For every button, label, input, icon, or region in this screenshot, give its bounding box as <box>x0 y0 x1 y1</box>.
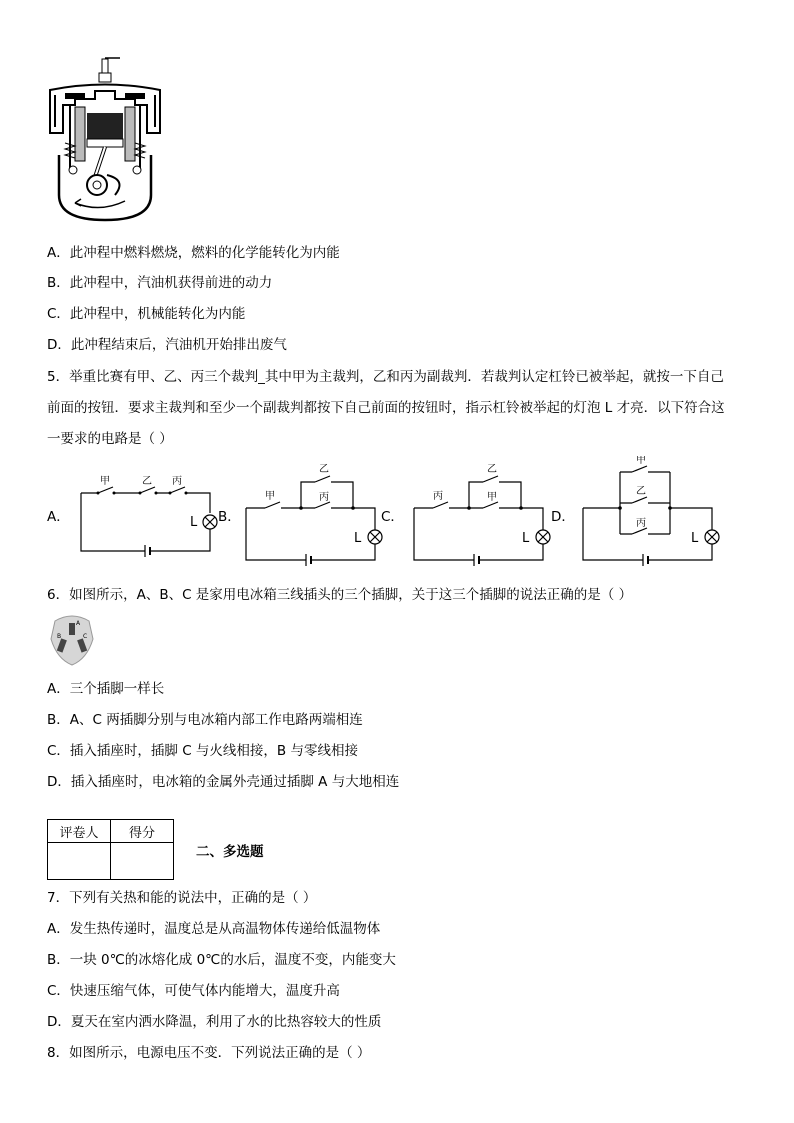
section-title-multi-choice: 二、多选题 <box>196 844 264 860</box>
q5-label-d: D． <box>551 509 575 525</box>
q7-option-a: A．发生热传递时，温度总是从高温物体传递给低温物体 <box>47 921 381 937</box>
q4-option-d: D．此冲程结束后，汽油机开始排出废气 <box>47 337 287 353</box>
switch-bing-label: 丙 <box>319 492 329 503</box>
q6-option-d: D．插入插座时，电冰箱的金属外壳通过插脚 A 与大地相连 <box>47 774 400 790</box>
switch-yi-label: 乙 <box>319 464 329 475</box>
lamp-label: L <box>522 531 530 546</box>
pin-a-label: A <box>76 620 81 627</box>
switch-yi-label: 乙 <box>487 464 497 475</box>
q5-label-a: A． <box>47 509 70 525</box>
q4-option-b: B．此冲程中，汽油机获得前进的动力 <box>47 275 273 291</box>
circuit-a <box>78 472 223 558</box>
lamp-label: L <box>691 531 699 546</box>
switch-jia-label: 甲 <box>265 491 275 502</box>
q7-option-b: B．一块 0℃的冰熔化成 0℃的水后，温度不变，内能变大 <box>47 952 396 968</box>
score-cell-score <box>111 843 174 880</box>
engine-diagram <box>45 55 175 223</box>
q5-label-b: B． <box>218 509 241 525</box>
switch-bing-label: 丙 <box>172 476 182 487</box>
q6-option-b: B．A、C 两插脚分别与电冰箱内部工作电路两端相连 <box>47 712 363 728</box>
score-cell-reviewer <box>48 843 111 880</box>
q5-stem-line3: 一要求的电路是（ ） <box>47 431 173 447</box>
q5-stem-line1: 5．举重比赛有甲、乙、丙三个裁判_其中甲为主裁判，乙和丙为副裁判．若裁判认定杠铃已被举起，就按一下自己 <box>47 369 724 385</box>
switch-jia-label: 甲 <box>100 476 110 487</box>
q7-option-d: D．夏天在室内洒水降温，利用了水的比热容较大的性质 <box>47 1014 382 1030</box>
switch-yi-label: 乙 <box>636 486 646 497</box>
score-table <box>47 819 174 880</box>
plug-image <box>47 611 97 667</box>
q7-option-c: C．快速压缩气体，可使气体内能增大，温度升高 <box>47 983 340 999</box>
switch-bing-label: 丙 <box>636 518 646 529</box>
q4-option-c: C．此冲程中，机械能转化为内能 <box>47 306 246 322</box>
lamp-label: L <box>190 515 198 530</box>
switch-jia-label: 甲 <box>636 456 646 466</box>
q6-option-c: C．插入插座时，插脚 C 与火线相接，B 与零线相接 <box>47 743 358 759</box>
switch-bing-label: 丙 <box>433 491 443 502</box>
q8-stem: 8．如图所示，电源电压不变．下列说法正确的是（ ） <box>47 1045 371 1061</box>
q6-stem: 6．如图所示，A、B、C 是家用电冰箱三线插头的三个插脚，关于这三个插脚的说法正确的是（ ） <box>47 587 633 603</box>
circuit-d <box>580 456 725 568</box>
switch-jia-label: 甲 <box>487 492 497 503</box>
pin-c-label: C <box>83 633 88 640</box>
score-header-score: 得分 <box>111 820 174 843</box>
circuit-c <box>411 456 551 568</box>
lamp-label: L <box>354 531 362 546</box>
q7-stem: 7．下列有关热和能的说法中，正确的是（ ） <box>47 890 317 906</box>
q6-option-a: A．三个插脚一样长 <box>47 681 165 697</box>
q5-stem-line2: 前面的按钮．要求主裁判和至少一个副裁判都按下自己前面的按钮时，指示杠铃被举起的灯泡 L 才亮．以下符合这 <box>47 400 725 416</box>
pin-b-label: B <box>57 633 62 640</box>
score-header-reviewer: 评卷人 <box>48 820 111 843</box>
switch-yi-label: 乙 <box>142 476 152 487</box>
circuit-b <box>243 456 383 568</box>
q5-label-c: C． <box>381 509 404 525</box>
q4-option-a: A．此冲程中燃料燃烧，燃料的化学能转化为内能 <box>47 245 340 261</box>
